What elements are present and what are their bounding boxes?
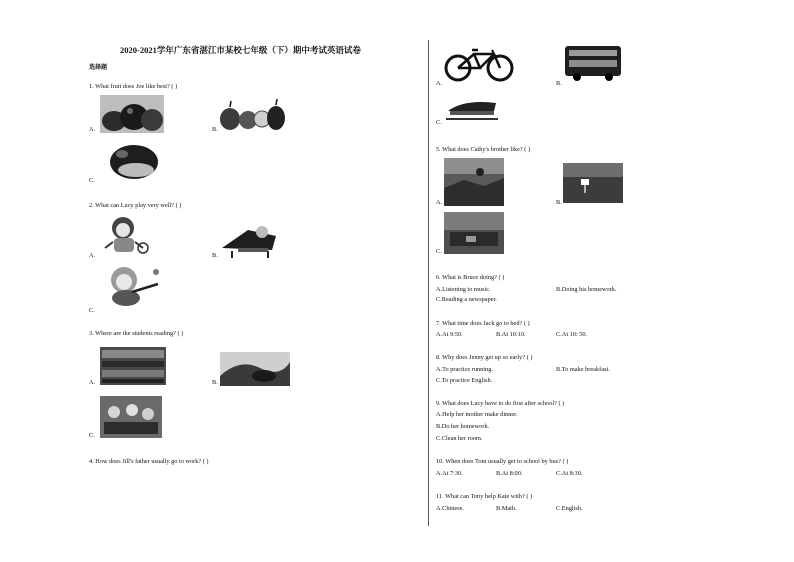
q5-label-a: A. bbox=[436, 199, 443, 206]
q3-label-b: B. bbox=[212, 379, 218, 386]
q3-image-a bbox=[100, 347, 166, 385]
q5-image-b bbox=[563, 163, 623, 203]
question-10: 10. When does Tom usually get to school by bus? ( ) bbox=[436, 458, 569, 465]
q5-label-b: B. bbox=[556, 199, 562, 206]
q6-option-a: A.Listening to music. bbox=[436, 286, 491, 293]
q5-label-c: C. bbox=[436, 248, 442, 255]
q9-option-a: A.Help her mother make dinner. bbox=[436, 411, 518, 418]
q8-option-a: A.To practice running. bbox=[436, 366, 493, 373]
q4-image-c bbox=[444, 95, 500, 123]
question-2: 2. What can Lucy play very well? ( ) bbox=[89, 202, 182, 209]
question-9: 9. What does Lucy have to do first after school? ( ) bbox=[436, 400, 565, 407]
question-11: 11. What can Tony help Kate with? ( ) bbox=[436, 493, 533, 500]
q1-image-b bbox=[218, 94, 286, 132]
q1-label-b: B. bbox=[212, 126, 218, 133]
question-4: 4. How does Jill's father usually go to work? ( ) bbox=[89, 458, 209, 465]
q11-option-b: B.Math. bbox=[496, 505, 517, 512]
question-3: 3. Where are the students reading? ( ) bbox=[89, 330, 184, 337]
q10-option-c: C.At 8:30. bbox=[556, 470, 583, 477]
q1-image-a bbox=[100, 95, 164, 133]
q1-label-c: C. bbox=[89, 177, 95, 184]
q2-image-b bbox=[218, 220, 280, 260]
q3-label-a: A. bbox=[89, 379, 96, 386]
section-heading: 选择题 bbox=[89, 65, 108, 71]
q4-label-b: B. bbox=[556, 80, 562, 87]
q2-label-b: B. bbox=[212, 252, 218, 259]
column-divider bbox=[428, 40, 429, 526]
q6-option-b: B.Doing his homework. bbox=[556, 286, 617, 293]
q4-label-a: A. bbox=[436, 80, 443, 87]
q7-option-b: B.At 10:10. bbox=[496, 331, 526, 338]
q1-label-a: A. bbox=[89, 126, 96, 133]
q2-label-a: A. bbox=[89, 252, 96, 259]
question-7: 7. What time does Jack go to bed? ( ) bbox=[436, 320, 530, 327]
q4-image-a bbox=[442, 44, 516, 82]
q4-image-b bbox=[563, 44, 623, 82]
q9-option-b: B.Do her homework. bbox=[436, 423, 490, 430]
question-6: 6. What is Bruce doing? ( ) bbox=[436, 274, 505, 281]
q7-option-a: A.At 9:50. bbox=[436, 331, 463, 338]
q9-option-c: C.Clean her room. bbox=[436, 435, 483, 442]
q1-image-c bbox=[102, 140, 166, 182]
q5-image-c bbox=[444, 212, 504, 254]
q3-image-c bbox=[100, 396, 162, 438]
q3-image-b bbox=[220, 352, 290, 386]
q6-option-c: C.Reading a newspaper. bbox=[436, 296, 497, 303]
q7-option-c: C.At 10: 50. bbox=[556, 331, 588, 338]
q5-image-a bbox=[444, 158, 504, 206]
q8-option-c: C.To practice English. bbox=[436, 377, 493, 384]
question-5: 5. What does Cathy's brother like? ( ) bbox=[436, 146, 531, 153]
q11-option-a: A.Chinese. bbox=[436, 505, 464, 512]
q2-label-c: C. bbox=[89, 307, 95, 314]
q3-label-c: C. bbox=[89, 432, 95, 439]
q2-image-a bbox=[99, 214, 151, 260]
q10-option-b: B.At 8:00. bbox=[496, 470, 523, 477]
q8-option-b: B.To make breakfast. bbox=[556, 366, 610, 373]
question-8: 8. Why does Jenny get up so early? ( ) bbox=[436, 354, 533, 361]
page-title: 2020-2021学年广东省湛江市某校七年级（下）期中考试英语试卷 bbox=[120, 45, 361, 55]
q10-option-a: A.At 7:30. bbox=[436, 470, 463, 477]
q11-option-c: C.English. bbox=[556, 505, 583, 512]
q2-image-c bbox=[102, 262, 162, 308]
q4-label-c: C. bbox=[436, 119, 442, 126]
question-1: 1. What fruit does Joe like best? ( ) bbox=[89, 83, 178, 90]
